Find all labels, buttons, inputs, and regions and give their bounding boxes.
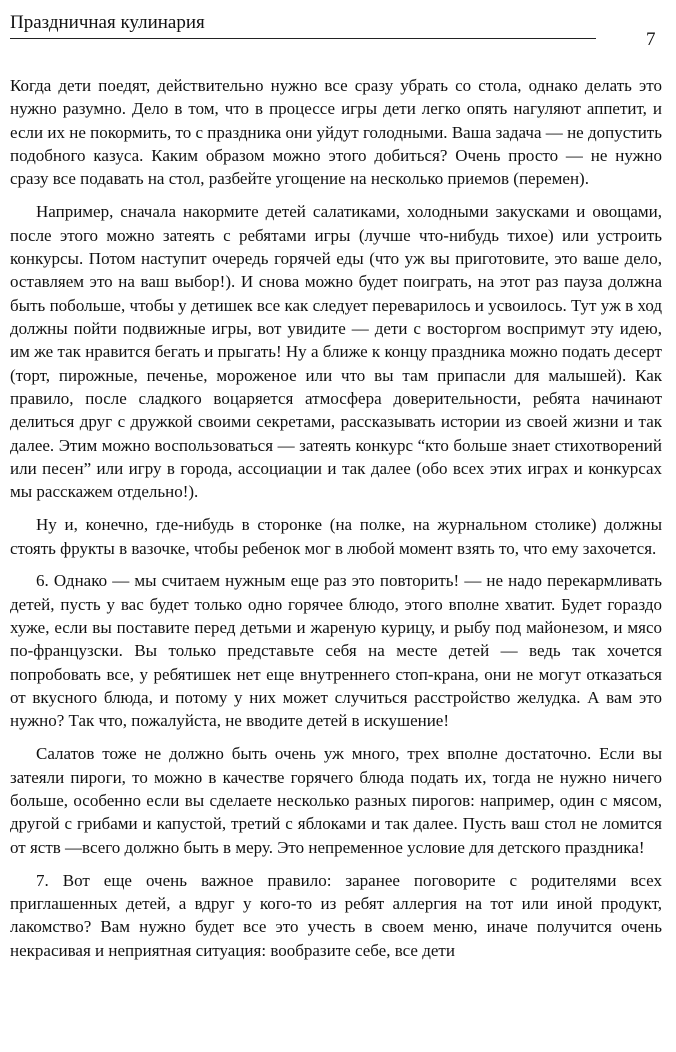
running-title: Праздничная кулинария bbox=[10, 12, 205, 33]
paragraph: Ну и, конечно, где-нибудь в сторонке (на полке, на журнальном столике) должны стоять фрукты в вазочке, чтобы ребенок мог в любой момент взять то, что ему захочется. bbox=[10, 515, 662, 558]
paragraph: 6. Однако — мы считаем нужным еще раз это повторить! — не надо перекармливать детей, пусть у вас будет только одно горячее блюдо, этого вполне хватит. Будет гораздо хуже, если вы поставите перед детьми и жареную курицу, и рыбу под майонезом, и мясо по-французски. Вы только представьте себя на месте детей — ведь так хочется попробовать все, у ребятишек нет еще внутреннего стоп-крана, они не могут отказаться от вкусного блюда, и потому у них может случиться расстройство желудка. А вам это нужно? Так что, пожалуйста, не вводите детей в искушение! bbox=[10, 571, 662, 731]
paragraph: Салатов тоже не должно быть очень уж много, трех вполне достаточно. Если вы затеяли пироги, то можно в качестве горячего блюда подать их, тогда не нужно ничего больше, особенно если вы сделаете несколько разных пирогов: например, один с мясом, другой с грибами и капустой, третий с яблоками и так далее. Пусть ваш стол не ломится от яств —всего должно быть в меру. Это непременное условие для детского праздника! bbox=[10, 744, 662, 857]
paragraph: Например, сначала накормите детей салатиками, холодными закусками и овощами, после этого можно затеять с ребятами игры (лучше что-нибудь тихое) или устроить конкурсы. Потом наступит очередь горячей еды (что уж вы приготовите, это ваше дело, оставляем это на ваш выбор!). И снова можно будет поиграть, на этот раз пауза должна быть побольше, чтобы у детишек все как следует переварилось и усвоилось. Тут уж в ход должны пойти подвижные игры, вот увидите — дети с восторгом воспримут эту идею, им же так нравится бегать и прыгать! Ну а ближе к концу праздника можно подать десерт (торт, пирожные, печенье, мороженое или что вы там припасли для малышей). Как правило, после сладкого воцаряется атмосфера доверительности, ребята начинают делиться друг с дружкой своими секретами, рассказывать истории из своей жизни и так далее. Этим можно воспользоваться — затеять конкурс “кто больше знает стихотворений или песен” или игру в города, ассоциации и так далее (обо всех этих играх и конкурсах мы расскажем отдельно!). bbox=[10, 202, 662, 502]
page-header bbox=[10, 10, 596, 39]
page-number: 7 bbox=[646, 29, 656, 50]
body-text bbox=[10, 74, 662, 971]
paragraph: Когда дети поедят, действительно нужно все сразу убрать со стола, однако делать это нужно разумно. Дело в том, что в процессе игры дети легко опять нагуляют аппетит, и если их не покормить, то с праздника они уйдут голодными. Ваша задача — не допустить подобного казуса. Каким образом можно этого добиться? Очень просто — не нужно сразу все подавать на стол, разбейте угощение на несколько приемов (перемен). bbox=[10, 76, 662, 189]
paragraph: 7. Вот еще очень важное правило: заранее поговорите с родителями всех приглашенных детей, а вдруг у кого-то из ребят аллергия на тот или иной продукт, лакомство? Вам нужно будет все это учесть в своем меню, иначе получится очень некрасивая и неприятная ситуация: вообразите себе, все дети bbox=[10, 870, 662, 960]
